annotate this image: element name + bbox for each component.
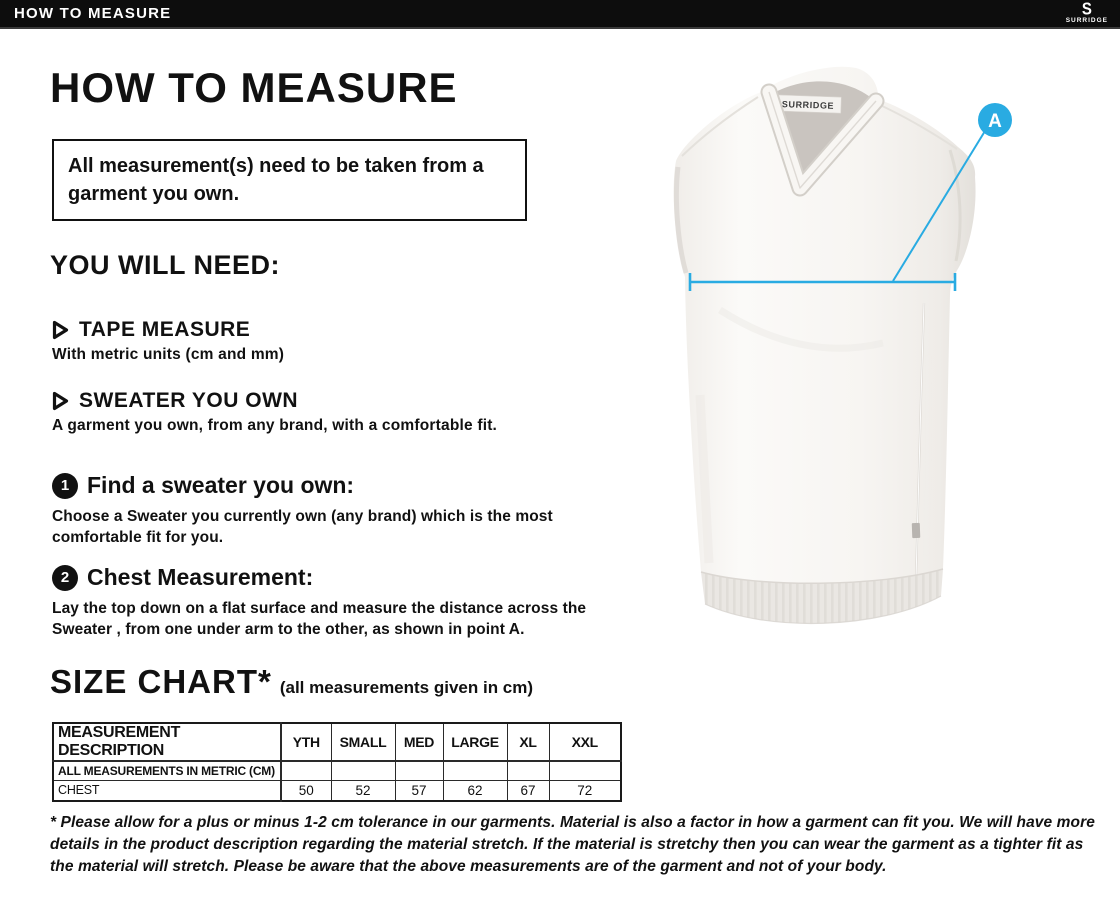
column-header: SMALL bbox=[331, 723, 395, 761]
column-header: MED bbox=[395, 723, 443, 761]
triangle-bullet-icon bbox=[52, 391, 69, 411]
triangle-bullet-icon bbox=[52, 320, 69, 340]
size-chart-subtitle: (all measurements given in cm) bbox=[279, 678, 534, 697]
column-header: XXL bbox=[549, 723, 621, 761]
size-chart-heading-row bbox=[50, 663, 533, 701]
table-row bbox=[53, 761, 621, 780]
table-cell: 67 bbox=[507, 780, 549, 801]
table-cell bbox=[549, 761, 621, 780]
sweater-illustration bbox=[628, 55, 1028, 655]
top-bar bbox=[0, 0, 1120, 29]
surridge-logo bbox=[1066, 2, 1120, 25]
surridge-logo-mark-icon: S bbox=[1081, 0, 1092, 20]
point-a-label: A bbox=[988, 111, 1002, 132]
table-cell: 57 bbox=[395, 780, 443, 801]
table-cell bbox=[281, 761, 331, 780]
table-cell bbox=[331, 761, 395, 780]
collar-label-text: SURRIDGE bbox=[781, 99, 835, 111]
need-item-description: With metric units (cm and mm) bbox=[52, 346, 285, 363]
point-a-marker bbox=[978, 103, 1012, 137]
table-cell: 52 bbox=[331, 780, 395, 801]
table-cell bbox=[395, 761, 443, 780]
page-title: HOW TO MEASURE bbox=[50, 64, 458, 111]
need-item-title: SWEATER YOU OWN bbox=[79, 389, 299, 412]
table-cell: 62 bbox=[443, 780, 507, 801]
garment-diagram bbox=[628, 55, 1028, 655]
column-header: XL bbox=[507, 723, 549, 761]
step-find-sweater bbox=[52, 472, 604, 548]
table-header-row bbox=[53, 723, 621, 761]
table-row bbox=[53, 780, 621, 801]
step-description: Lay the top down on a flat surface and measure the distance across the Sweater , from one under arm to the other, as shown in point A. bbox=[52, 600, 587, 638]
need-item-tape-measure bbox=[52, 318, 612, 364]
step-number-badge: 2 bbox=[52, 565, 78, 591]
column-header: MEASUREMENT DESCRIPTION bbox=[53, 723, 281, 761]
size-chart-table bbox=[52, 722, 622, 802]
row-label: ALL MEASUREMENTS IN METRIC (CM) bbox=[53, 761, 281, 780]
step-title: Find a sweater you own: bbox=[87, 472, 355, 498]
row-label: CHEST bbox=[53, 780, 281, 801]
column-header: YTH bbox=[281, 723, 331, 761]
side-tag bbox=[912, 523, 921, 538]
need-item-sweater bbox=[52, 389, 612, 435]
measurement-notice: All measurement(s) need to be taken from a garment you own. bbox=[52, 139, 527, 221]
table-cell: 72 bbox=[549, 780, 621, 801]
collar-label bbox=[775, 95, 842, 113]
step-chest-measurement bbox=[52, 564, 604, 640]
step-description: Choose a Sweater you currently own (any brand) which is the most comfortable fit for you. bbox=[52, 508, 553, 546]
column-header: LARGE bbox=[443, 723, 507, 761]
need-item-description: A garment you own, from any brand, with a comfortable fit. bbox=[52, 417, 498, 434]
surridge-logo-text: SURRIDGE bbox=[1065, 17, 1108, 25]
you-will-need-heading: YOU WILL NEED: bbox=[50, 250, 281, 280]
table-cell: 50 bbox=[281, 780, 331, 801]
need-item-title: TAPE MEASURE bbox=[79, 318, 251, 341]
step-number-badge: 1 bbox=[52, 473, 78, 499]
step-title: Chest Measurement: bbox=[87, 564, 314, 590]
size-chart-heading: SIZE CHART* bbox=[50, 663, 272, 700]
table-cell bbox=[443, 761, 507, 780]
top-bar-title: HOW TO MEASURE bbox=[14, 5, 172, 22]
tolerance-disclaimer: * Please allow for a plus or minus 1-2 cm tolerance in our garments. Material is also a factor in how a garment can fit you. We will have more details in the product description regarding the material stretch. If the material is stretchy then you can wear the garment as a tighter fit as the material will stretch. Please be aware that the above measurements are of the garment and not of your body. bbox=[50, 814, 1095, 875]
table-cell bbox=[507, 761, 549, 780]
